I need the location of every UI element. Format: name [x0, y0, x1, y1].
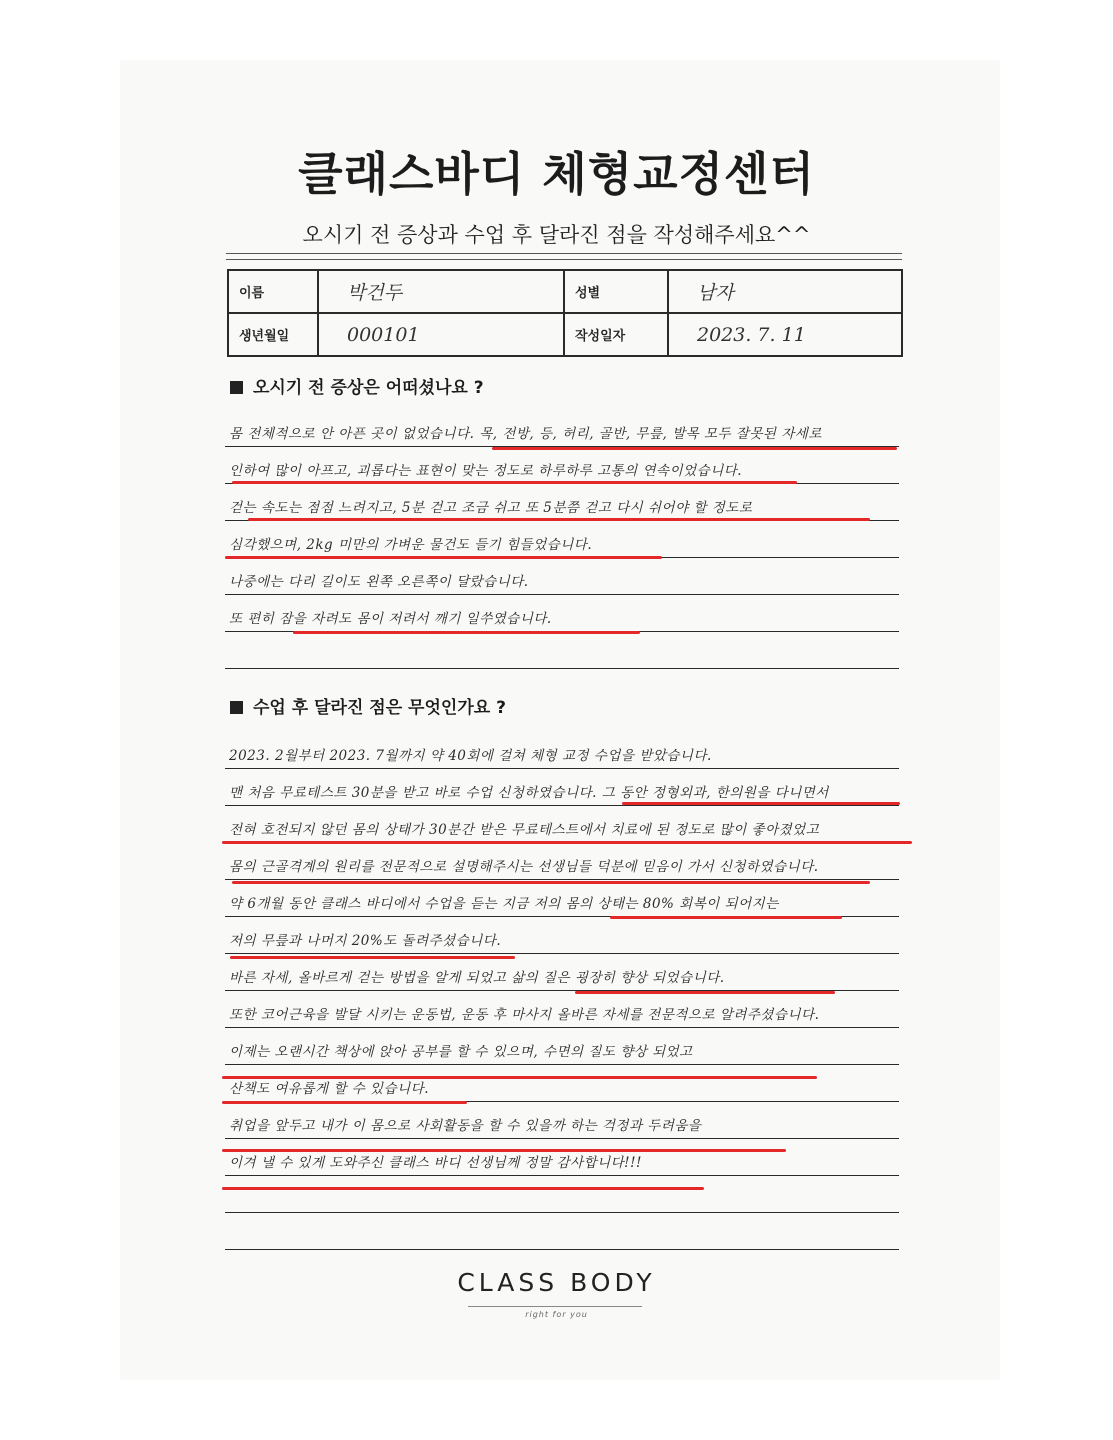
red-underline [222, 1149, 786, 1152]
gender-label: 성별 [564, 270, 668, 313]
brand-tagline: right for you [0, 1302, 1113, 1321]
red-underline [230, 956, 515, 959]
red-underline [248, 518, 870, 521]
form-subtitle: 오시기 전 증상과 수업 후 달라진 점을 작성해주세요^^ [302, 223, 811, 247]
red-underline [222, 1101, 467, 1104]
after-line: 산책도 여유롭게 할 수 있습니다. [225, 1064, 899, 1102]
red-underline [232, 881, 870, 884]
after-line: 또한 코어근육을 발달 시키는 운동법, 운동 후 마사지 올바른 자세를 전문적으로 알려주셨습니다. [225, 990, 899, 1028]
square-bullet-icon [230, 381, 243, 394]
title-divider [226, 253, 902, 260]
before-line [225, 631, 899, 669]
before-heading-text: 오시기 전 증상은 어떠셨나요 ? [253, 378, 484, 398]
after-line: 전혀 호전되지 않던 몸의 상태가 30분간 받은 무료테스트에서 치료에 된 정도로 많이 좋아졌었고 [225, 805, 899, 843]
info-table [227, 269, 903, 357]
after-heading [230, 693, 506, 718]
after-line: 2023. 2월부터 2023. 7월까지 약 40회에 걸쳐 체형 교정 수업을 받았습니다. [225, 731, 899, 769]
red-underline [610, 916, 842, 919]
square-bullet-icon [230, 701, 243, 714]
before-line: 걷는 속도는 점점 느려지고, 5분 걷고 조금 쉬고 또 5분쯤 걷고 다시 쉬어야 할 정도로 [225, 483, 899, 521]
birth-value: 000101 [318, 313, 564, 356]
before-heading [230, 373, 484, 398]
name-label: 이름 [228, 270, 318, 313]
red-underline [622, 802, 900, 805]
red-underline [232, 481, 797, 484]
after-line: 이겨 낼 수 있게 도와주신 클래스 바디 선생님께 정말 감사합니다!!! [225, 1138, 899, 1176]
birth-label: 생년월일 [228, 313, 318, 356]
before-line: 심각했으며, 2kg 미만의 가벼운 물건도 들기 힘들었습니다. [225, 520, 899, 558]
after-line [225, 1175, 899, 1213]
red-underline [222, 1076, 817, 1079]
before-line: 몸 전체적으로 안 아픈 곳이 없었습니다. 목, 전방, 등, 허리, 골반, 무릎, 발목 모두 잘못된 자세로 [225, 409, 899, 447]
after-line: 몸의 근골격계의 원리를 전문적으로 설명해주시는 선생님들 덕분에 믿음이 가서 신청하였습니다. [225, 842, 899, 880]
red-underline [575, 991, 835, 994]
before-line: 또 편히 잠을 자려도 몸이 저려서 깨기 일쑤였습니다. [225, 594, 899, 632]
before-line: 나중에는 다리 길이도 왼쪽 오른쪽이 달랐습니다. [225, 557, 899, 595]
red-underline [293, 631, 640, 634]
name-value: 박건두 [318, 270, 564, 313]
after-line: 이제는 오랜시간 책상에 앉아 공부를 할 수 있으며, 수면의 질도 향상 되었고 [225, 1027, 899, 1065]
brand-logo: CLASS BODY [457, 1268, 656, 1297]
red-underline [222, 841, 912, 844]
red-underline [225, 556, 662, 559]
date-value: 2023. 7. 11 [668, 313, 902, 356]
after-line: 저의 무릎과 나머지 20%도 돌려주셨습니다. [225, 916, 899, 954]
red-underline [222, 1187, 704, 1190]
form-title: 클래스바디 체형교정센터 [298, 147, 815, 201]
after-line: 취업을 앞두고 내가 이 몸으로 사회활동을 할 수 있을까 하는 걱정과 두려움을 [225, 1101, 899, 1139]
after-line [225, 1212, 899, 1250]
red-underline [492, 447, 897, 450]
after-line: 바른 자세, 올바르게 걷는 방법을 알게 되었고 삶의 질은 굉장히 향상 되었습니다. [225, 953, 899, 991]
after-line: 맨 처음 무료테스트 30분을 받고 바로 수업 신청하였습니다. 그 동안 정형외과, 한의원을 다니면서 [225, 768, 899, 806]
date-label: 작성일자 [564, 313, 668, 356]
gender-value: 남자 [668, 270, 902, 313]
after-heading-text: 수업 후 달라진 점은 무엇인가요 ? [253, 698, 506, 718]
after-line: 약 6개월 동안 클래스 바디에서 수업을 듣는 지금 저의 몸의 상태는 80% 회복이 되어지는 [225, 879, 899, 917]
before-line: 인하여 많이 아프고, 괴롭다는 표현이 맞는 정도로 하루하루 고통의 연속이었습니다. [225, 446, 899, 484]
